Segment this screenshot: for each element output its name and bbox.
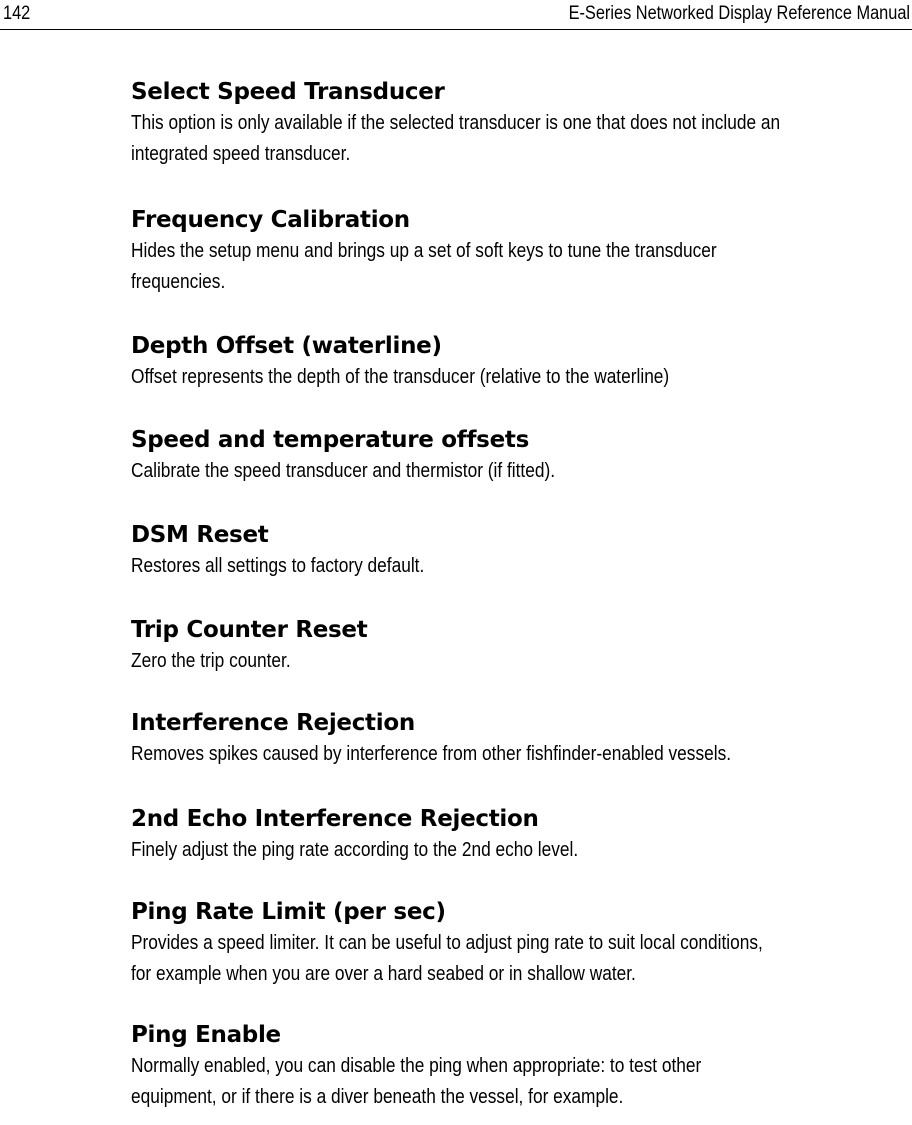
section-body	[131, 739, 910, 770]
section-ping-rate-limit	[131, 896, 912, 1019]
section-body	[131, 835, 910, 866]
section-speed-temperature-offsets	[131, 424, 912, 519]
section-body	[131, 1051, 910, 1113]
body-line: Zero the trip counter.	[131, 650, 291, 672]
section-select-speed-transducer	[131, 76, 912, 204]
section-heading: Frequency Calibration	[131, 207, 410, 233]
section-heading: Interference Rejection	[131, 710, 415, 736]
body-line: Offset represents the depth of the transducer (relative to the waterline)	[131, 366, 670, 388]
running-title: E-Series Networked Display Reference Manual	[568, 3, 910, 24]
section-heading: Depth Offset (waterline)	[131, 333, 442, 359]
body-line: Finely adjust the ping rate according to the 2nd echo level.	[131, 839, 579, 861]
section-heading: Ping Rate Limit (per sec)	[131, 899, 446, 925]
body-line: Restores all settings to factory default.	[131, 555, 425, 577]
body-line: Removes spikes caused by interference from other fishfinder-enabled vessels.	[131, 743, 732, 765]
section-2nd-echo-interference-rejection	[131, 803, 912, 896]
section-body	[131, 456, 910, 487]
body-line: Normally enabled, you can disable the ping when appropriate: to test other	[131, 1055, 702, 1077]
section-trip-counter-reset	[131, 614, 912, 707]
body-line: integrated speed transducer.	[131, 143, 351, 165]
section-dsm-reset	[131, 519, 912, 614]
body-line: equipment, or if there is a diver beneath the vessel, for example.	[131, 1086, 624, 1108]
section-heading: Trip Counter Reset	[131, 617, 368, 643]
page-number: 142	[3, 3, 31, 24]
page-content	[131, 76, 912, 1114]
body-line: Hides the setup menu and brings up a set of soft keys to tune the transducer	[131, 240, 717, 262]
section-interference-rejection	[131, 707, 912, 803]
body-line: Provides a speed limiter. It can be useful to adjust ping rate to suit local conditions,	[131, 932, 763, 954]
section-depth-offset	[131, 330, 912, 424]
section-body	[131, 551, 910, 582]
body-line: This option is only available if the selected transducer is one that does not include an	[131, 112, 781, 134]
page-header	[0, 0, 912, 30]
section-heading: Select Speed Transducer	[131, 79, 445, 105]
section-body	[131, 928, 910, 990]
section-heading: Ping Enable	[131, 1022, 281, 1048]
section-body	[131, 236, 910, 298]
section-heading: DSM Reset	[131, 522, 269, 548]
section-body	[131, 108, 910, 170]
section-heading: Speed and temperature offsets	[131, 427, 529, 453]
body-line: Calibrate the speed transducer and thermistor (if fitted).	[131, 460, 556, 482]
body-line: frequencies.	[131, 271, 226, 293]
section-frequency-calibration	[131, 204, 912, 330]
section-ping-enable	[131, 1019, 912, 1114]
section-body	[131, 646, 910, 677]
body-line: for example when you are over a hard seabed or in shallow water.	[131, 963, 636, 985]
section-heading: 2nd Echo Interference Rejection	[131, 806, 539, 832]
section-body	[131, 362, 910, 393]
